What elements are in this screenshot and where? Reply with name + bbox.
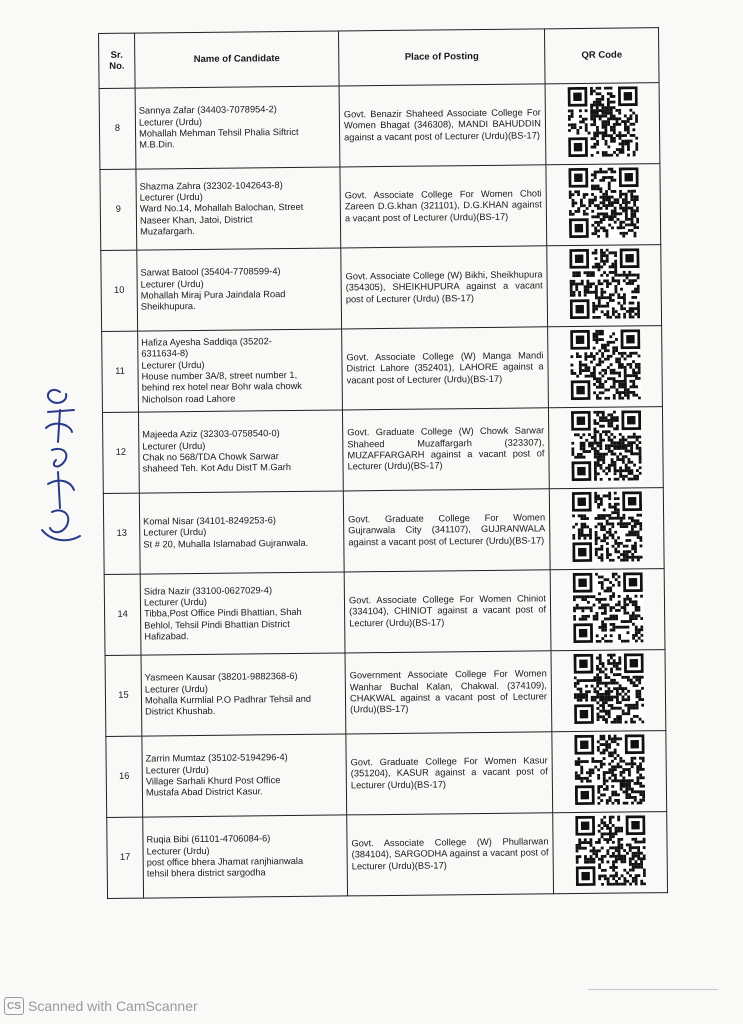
- qr-cell: [552, 731, 667, 813]
- qr-cell: [551, 650, 666, 732]
- place-of-posting: Govt. Associate College (W) Manga Mandi District Lahore (352401), LAHORE against a vacant post of Lecturer (Urdu)(BS-17): [342, 327, 549, 410]
- table-row: [104, 569, 665, 656]
- qr-code-icon: [570, 330, 641, 401]
- header-name: Name of Candidate: [135, 31, 340, 88]
- candidate-detail-line: St # 20, Muhalla Islamabad Gujranwala.: [143, 537, 309, 550]
- candidate-detail-line: Chak no 568/TDA Chowk Sarwar: [142, 451, 279, 463]
- place-of-posting: Govt. Graduate College (W) Chowk Sarwar Shaheed Muzaffargarh (323307), MUZAFFARGARH against a vacant post of Lecturer (Urdu)(BS-17): [342, 408, 549, 491]
- candidate-details: [138, 410, 343, 493]
- candidate-detail-line: Mohallah Mehman Tehsil Phalia Siftrict: [139, 126, 299, 139]
- qr-cell: [553, 812, 668, 894]
- candidate-detail-line: Lecturer (Urdu): [140, 278, 204, 290]
- qr-code-icon: [568, 168, 639, 239]
- candidate-detail-line: Sheikhupura.: [140, 301, 196, 312]
- candidate-detail-line: shaheed Teh. Kot Adu DistT M.Garh: [142, 462, 292, 474]
- qr-code-icon: [573, 654, 644, 725]
- qr-cell: [550, 569, 665, 651]
- candidate-detail-line: Behlol, Tehsil Pindi Bhattian District: [144, 618, 290, 631]
- serial-number: 17: [107, 817, 144, 898]
- candidate-detail-line: Lecturer (Urdu): [146, 845, 210, 857]
- qr-cell: [546, 164, 661, 246]
- candidate-detail-line: behind rex hotel near Bohr wala chowk: [141, 381, 302, 393]
- candidate-details: [142, 734, 347, 817]
- candidate-detail-line: tehsil bhera district sargodha: [146, 867, 266, 879]
- table-row: [103, 488, 664, 575]
- candidate-detail-line: Lecturer (Urdu): [142, 440, 206, 452]
- candidate-detail-line: Lecturer (Urdu): [138, 116, 203, 128]
- qr-code-icon: [570, 411, 641, 482]
- candidate-detail-line: Lecturer (Urdu): [141, 359, 205, 371]
- candidate-detail-line: 6311634-8): [141, 348, 189, 359]
- place-of-posting: Govt. Graduate College For Women Kasur (351204), KASUR against a vacant post of Lecturer (Urdu)(BS-17): [346, 732, 553, 815]
- serial-number: 8: [99, 88, 136, 169]
- candidate-name: Komal Nisar (34101-8249253-6): [143, 515, 276, 527]
- candidate-detail-line: post office bhera Jhamat ranjhianwala: [146, 855, 304, 868]
- header-place: Place of Posting: [338, 29, 545, 86]
- candidate-detail-line: Mohalla Kurmlial P.O Padhrar Tehsil and: [144, 693, 312, 706]
- candidate-detail-line: Naseer Khan, Jatoi, District: [139, 214, 253, 226]
- table-row: [102, 326, 663, 413]
- candidate-detail-line: Lecturer (Urdu): [139, 191, 203, 203]
- candidate-name: Hafiza Ayesha Saddiqa (35202-: [141, 336, 272, 348]
- candidate-name: Yasmeen Kausar (38201-9882368-6): [144, 671, 298, 683]
- candidate-detail-line: Lecturer (Urdu): [145, 764, 209, 776]
- candidate-name: Sarwat Batool (35404-7708599-4): [140, 266, 281, 278]
- place-of-posting: Govt. Associate College (W) Phullarwan (384104), SARGODHA against a vacant post of Lecturer (Urdu)(BS-17): [347, 813, 554, 896]
- serial-number: 9: [100, 169, 137, 250]
- scanner-watermark: [4, 996, 198, 1016]
- candidate-name: Ruqia Bibi (61101-4706084-6): [146, 833, 271, 845]
- candidate-name: Majeeda Aziz (32303-0758540-0): [142, 428, 280, 440]
- table-row: [102, 407, 663, 494]
- scan-edge-line: [588, 989, 718, 990]
- place-of-posting: Govt. Associate College For Women Chiniot (334104), CHINIOT against a vacant post of Lecturer (Urdu)(BS-17): [344, 570, 551, 653]
- table-row: [101, 245, 662, 332]
- candidate-detail-line: Village Sarhali Khurd Post Office: [145, 775, 281, 787]
- candidate-detail-line: District Khushab.: [145, 706, 216, 717]
- candidate-details: [138, 329, 343, 412]
- watermark-caption: Scanned with CamScanner: [28, 998, 198, 1014]
- qr-cell: [548, 326, 663, 408]
- serial-number: 11: [102, 331, 139, 412]
- qr-code-icon: [575, 816, 646, 887]
- candidate-name: Shazma Zahra (32302-1042643-8): [139, 179, 283, 192]
- qr-cell: [549, 488, 664, 570]
- serial-number: 15: [105, 655, 142, 736]
- serial-number: 16: [106, 736, 143, 817]
- candidate-detail-line: Lecturer (Urdu): [144, 683, 208, 695]
- candidate-details: [139, 491, 344, 574]
- candidate-details: [137, 248, 342, 331]
- candidate-detail-line: Tibba,Post Office Pindi Bhattian, Shah: [144, 607, 302, 619]
- postings-table: [98, 27, 668, 899]
- table-row: [105, 650, 666, 737]
- candidate-name: Sannya Zafar (34403-7078954-2): [138, 104, 277, 116]
- qr-cell: [548, 407, 663, 489]
- table-header-row: [99, 28, 660, 89]
- header-sr-no: Sr. No.: [99, 33, 136, 88]
- candidate-detail-line: Muzafargarh.: [140, 225, 195, 237]
- place-of-posting: Govt. Associate College (W) Bikhi, Sheikhupura (354305), SHEIKHUPURA against a vacant post of Lecturer (Urdu) (BS-17): [341, 246, 548, 329]
- table-row: [106, 731, 667, 818]
- candidate-details: [141, 653, 346, 736]
- candidate-name: Zarrin Mumtaz (35102-5194296-4): [145, 752, 288, 764]
- candidate-detail-line: Ward No.14, Mohallah Balochan, Street: [139, 202, 304, 214]
- serial-number: 14: [104, 574, 141, 655]
- table-row: [99, 83, 660, 170]
- candidate-detail-line: Mohallah Miraj Pura Jaindala Road: [140, 289, 286, 301]
- serial-number: 10: [101, 250, 138, 331]
- qr-code-icon: [567, 87, 638, 158]
- place-of-posting: Govt. Benazir Shaheed Associate College For Women Bhagat (346308), MANDI BAHUDDIN against a vacant post of Lecturer (Urdu)(BS-17): [339, 84, 546, 167]
- qr-code-icon: [569, 249, 640, 320]
- candidate-details: [135, 86, 340, 169]
- candidate-details: [136, 167, 341, 250]
- candidate-detail-line: M.B.Din.: [139, 139, 175, 150]
- handwritten-initials: [30, 380, 90, 550]
- place-of-posting: Government Associate College For Women Wanhar Buchal Kalan, Chakwal. (374109), CHAKWAL against a vacant post of Lecturer (Urdu)(BS-17): [345, 651, 552, 734]
- table-row: [100, 164, 661, 251]
- candidate-name: Sidra Nazir (33100-0627029-4): [143, 584, 273, 597]
- candidate-detail-line: House number 3A/8, street number 1,: [141, 369, 298, 382]
- serial-number: 13: [103, 493, 140, 574]
- header-qr: QR Code: [544, 28, 659, 84]
- place-of-posting: Govt. Associate College For Women Choti Zareen D.G.khan (321101), D.G.KHAN against a vacant post of Lecturer (Urdu)(BS-17): [340, 165, 547, 248]
- place-of-posting: Govt. Graduate College For Women Gujranwala City (341107), GUJRANWALA against a vacant post of Lecturer (Urdu)(BS-17): [343, 489, 550, 572]
- qr-cell: [545, 83, 660, 165]
- qr-code-icon: [572, 573, 643, 644]
- candidate-details: [140, 572, 345, 655]
- candidate-detail-line: Mustafa Abad District Kasur.: [145, 786, 263, 798]
- camscanner-logo-icon: CS: [4, 997, 24, 1015]
- table-row: [107, 812, 668, 899]
- candidate-detail-line: Hafizabad.: [144, 631, 189, 642]
- qr-cell: [547, 245, 662, 327]
- candidate-detail-line: Lecturer (Urdu): [143, 596, 208, 608]
- candidate-detail-line: Lecturer (Urdu): [143, 527, 207, 538]
- qr-code-icon: [574, 735, 645, 806]
- qr-code-icon: [571, 492, 642, 563]
- candidate-detail-line: Nicholson road Lahore: [141, 393, 236, 405]
- candidate-details: [143, 815, 348, 898]
- serial-number: 12: [102, 412, 139, 493]
